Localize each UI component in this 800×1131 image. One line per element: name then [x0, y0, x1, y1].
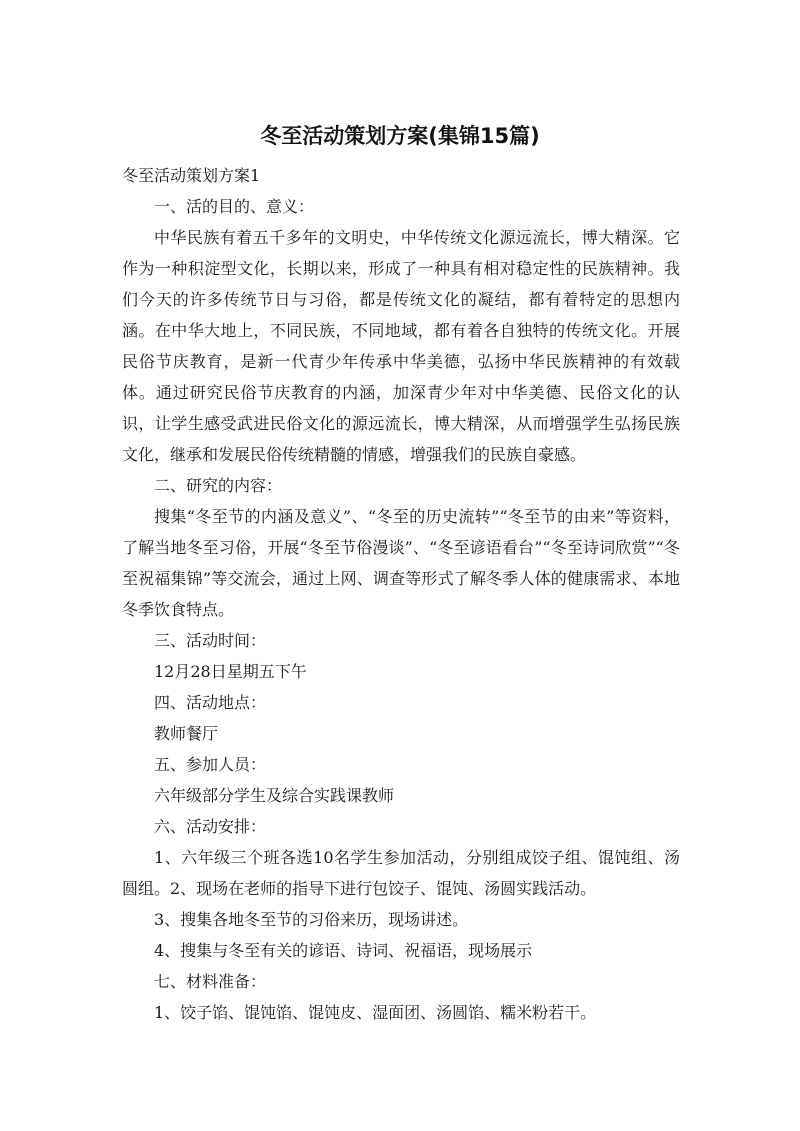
heading-content: 二、研究的内容： — [154, 476, 283, 495]
heading-materials: 七、材料准备： — [154, 972, 267, 991]
paragraph-place: 教师餐厅 — [154, 724, 219, 743]
paragraph-time: 12月28日星期五下午 — [154, 662, 307, 681]
document-title: 冬至活动策划方案(集锦15篇) — [260, 124, 540, 148]
paragraph-arrangement-3: 3、搜集各地冬至节的习俗来历，现场讲述。 — [154, 910, 469, 929]
section-title: 冬至活动策划方案1 — [122, 166, 261, 185]
document-body — [122, 160, 680, 1028]
paragraph-content: 搜集“冬至节的内涵及意义”、“冬至的历史流转”“冬至节的由来”等资料，了解当地冬至习俗，开展“冬至节俗漫谈”、“冬至谚语看台”“冬至诗词欣赏”“冬至祝福集锦”等交流会，通过上网、调查等形式了解冬季人体的健康需求、本地冬季饮食特点。 — [122, 507, 680, 619]
heading-participants: 五、参加人员： — [154, 755, 267, 774]
paragraph-materials-1: 1、饺子馅、馄饨馅、馄饨皮、湿面团、汤圆馅、糯米粉若干。 — [154, 1003, 597, 1022]
heading-time: 三、活动时间： — [154, 631, 267, 650]
heading-purpose: 一、活的目的、意义： — [154, 197, 315, 216]
paragraph-participants: 六年级部分学生及综合实践课教师 — [154, 786, 395, 805]
paragraph-purpose: 中华民族有着五千多年的文明史，中华传统文化源远流长，博大精深。它作为一种积淀型文化，长期以来，形成了一种具有相对稳定性的民族精神。我们今天的许多传统节日与习俗，都是传统文化的凝结，都有着特定的思想内涵。在中华大地上，不同民族，不同地域，都有着各自独特的传统文化。开展民俗节庆教育，是新一代青少年传承中华美德，弘扬中华民族精神的有效载体。通过研究民俗节庆教育的内涵，加深青少年对中华美德、民俗文化的认识，让学生感受武进民俗文化的源远流长，博大精深，从而增强学生弘扬民族文化，继承和发展民俗传统精髓的情感，增强我们的民族自豪感。 — [122, 228, 680, 464]
heading-arrangement: 六、活动安排： — [154, 817, 267, 836]
heading-place: 四、活动地点： — [154, 693, 267, 712]
paragraph-arrangement-1: 1、六年级三个班各选10名学生参加活动，分别组成饺子组、馄饨组、汤圆组。2、现场在老师的指导下进行包饺子、馄饨、汤圆实践活动。 — [122, 848, 680, 898]
paragraph-arrangement-4: 4、搜集与冬至有关的谚语、诗词、祝福语，现场展示 — [154, 941, 533, 960]
